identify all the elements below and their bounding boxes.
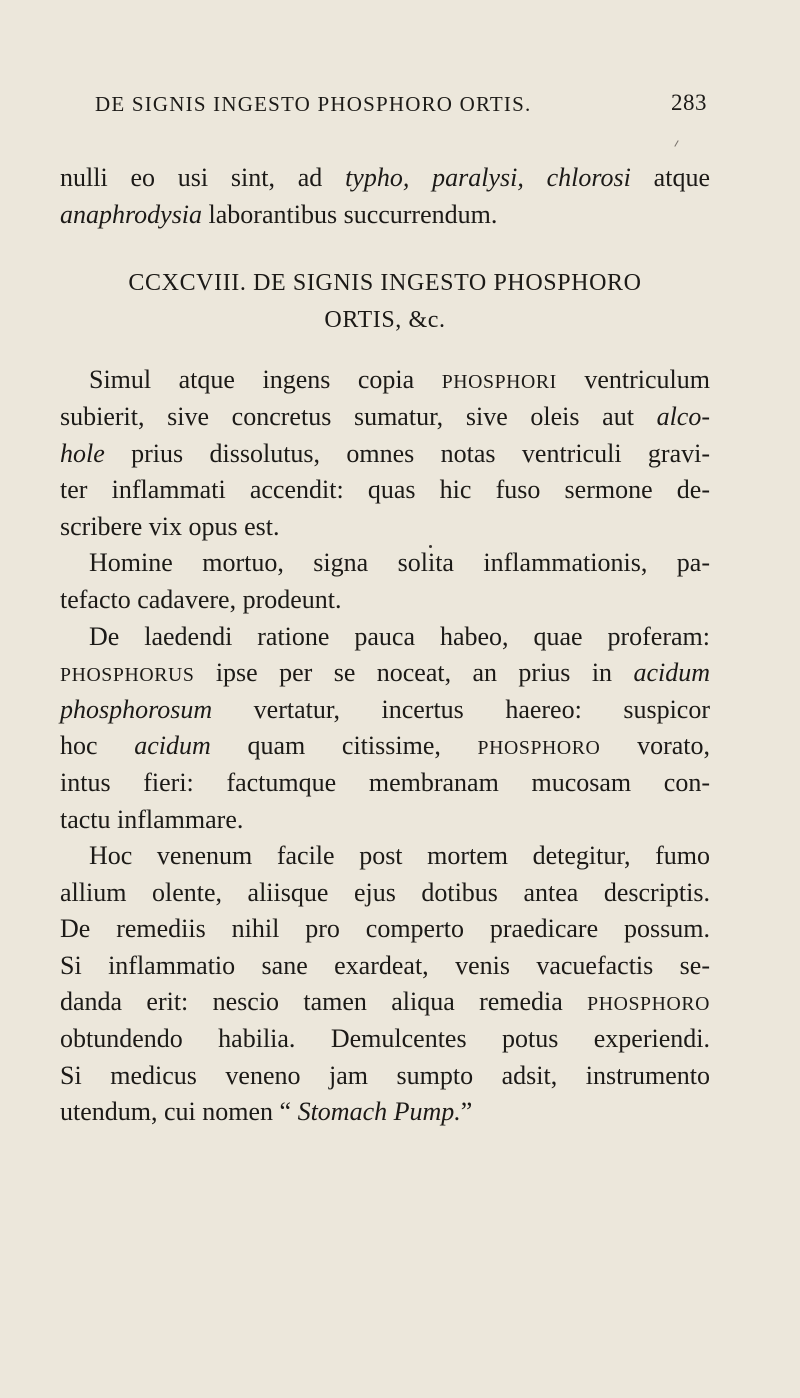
paragraph-first-line: De laedendi ratione pauca habeo, quae proferam: xyxy=(89,621,710,651)
text-line: ter inflammati accendit: quas hic fuso sermone de- xyxy=(60,475,710,505)
paragraph-first-line: Homine mortuo, signa solita inflammationis, pa- xyxy=(89,548,710,578)
running-head xyxy=(95,92,707,124)
text-line: utendum, cui nomen “ Stomach Pump.” xyxy=(60,1097,473,1127)
text-line: De remediis nihil pro comperto praedicare possum. xyxy=(60,914,710,944)
text-line: danda erit: nescio tamen aliqua remedia PHOSPHORO xyxy=(60,987,710,1017)
running-title: DE SIGNIS INGESTO PHOSPHORO ORTIS. xyxy=(95,92,532,116)
text-line: phosphorosum vertatur, incertus haereo: suspicor xyxy=(60,694,710,724)
text-line: nulli eo usi sint, ad typho, paralysi, chlorosi atque xyxy=(60,163,710,192)
text-line: anaphrodysia laborantibus succurrendum. xyxy=(60,199,498,229)
text-line: tactu inflammare. xyxy=(60,804,244,834)
text-line: scribere vix opus est. xyxy=(60,511,280,541)
text-line: obtundendo habilia. Demulcentes potus experiendi. xyxy=(60,1024,710,1054)
section-heading-continued: ORTIS, &c. xyxy=(324,306,446,333)
text-line: subierit, sive concretus sumatur, sive oleis aut alco- xyxy=(60,401,710,431)
text-line: PHOSPHORUS ipse per se noceat, an prius in acidum xyxy=(60,658,710,688)
text-line: allium olente, aliisque ejus dotibus antea descriptis. xyxy=(60,877,710,907)
text-line: hoc acidum quam citissime, PHOSPHORO vorato, xyxy=(60,731,710,761)
body-text xyxy=(60,160,710,1131)
text-line: hole prius dissolutus, omnes notas ventriculi gravi- xyxy=(60,438,710,468)
text-line: tefacto cadavere, prodeunt. xyxy=(60,584,342,614)
page-number: 283 xyxy=(671,90,707,115)
paragraph-first-line: Hoc venenum facile post mortem detegitur, fumo xyxy=(89,841,710,871)
text-line: Si inflammatio sane exardeat, venis vacuefactis se- xyxy=(60,950,710,980)
ink-mark xyxy=(674,140,678,147)
section-heading: CCXCVIII. DE SIGNIS INGESTO PHOSPHORO xyxy=(128,270,642,297)
text-line: Si medicus veneno jam sumpto adsit, instrumento xyxy=(60,1060,710,1090)
paragraph-first-line: Simul atque ingens copia PHOSPHORI ventriculum xyxy=(89,365,710,395)
text-line: intus fieri: factumque membranam mucosam con- xyxy=(60,767,710,797)
